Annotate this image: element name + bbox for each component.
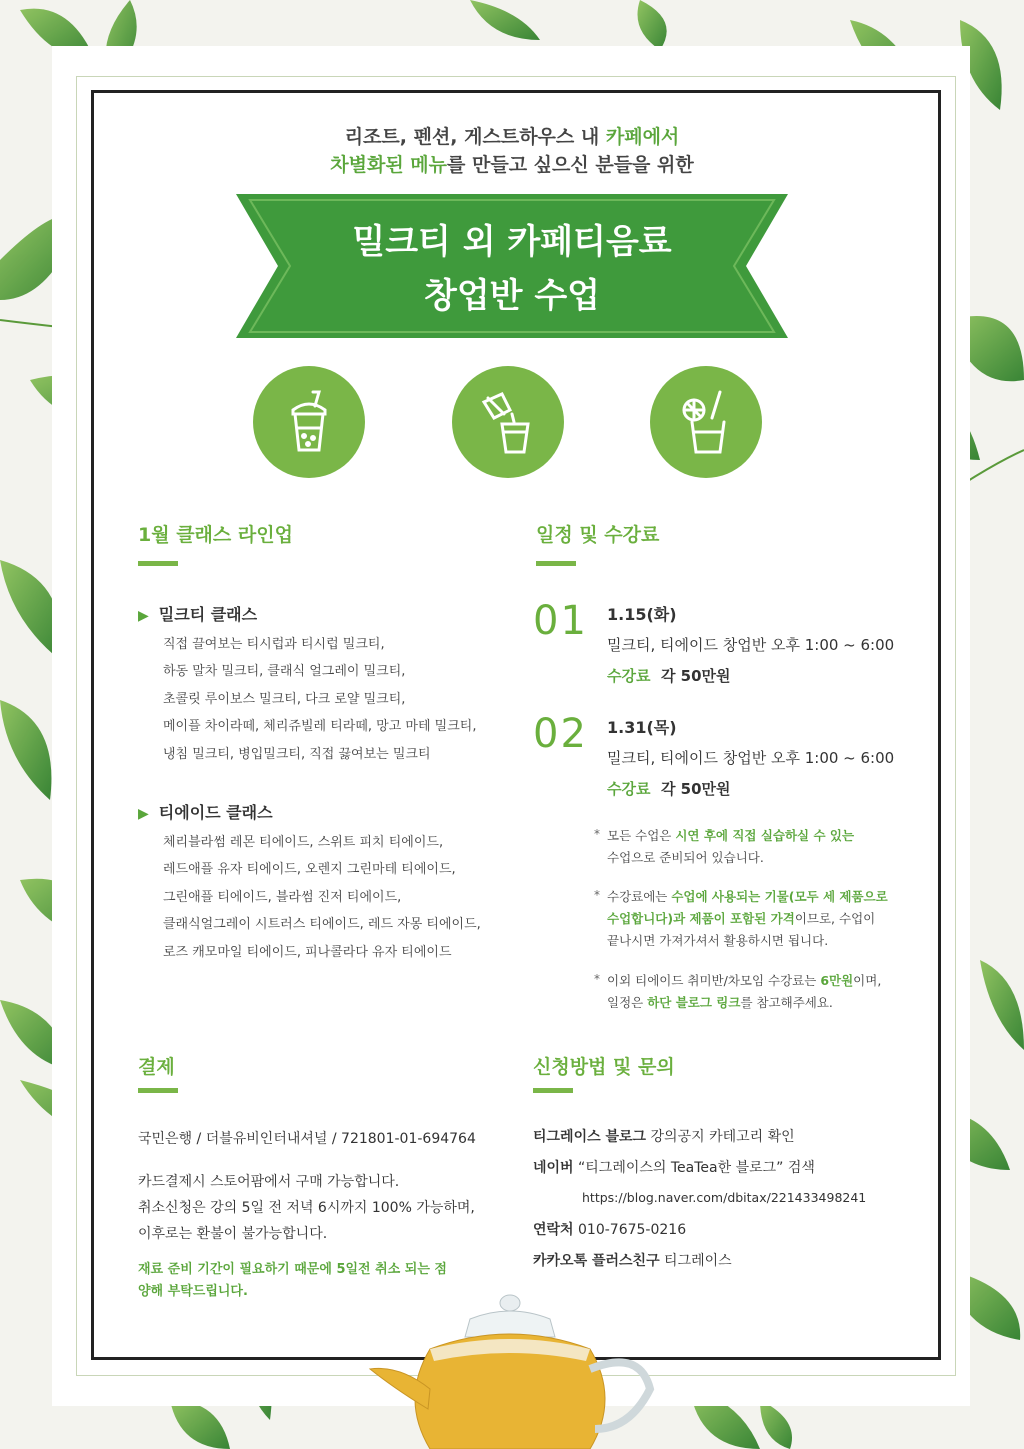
contact-blog: 티그레이스 블로그 강의공지 카테고리 확인 (533, 1129, 795, 1145)
lineup-title: 1월 클래스 라인업 (138, 524, 293, 546)
session-fee: 수강료 각 50만원 (607, 780, 731, 798)
cancel-notice: 양해 부탁드립니다. (138, 1284, 248, 1299)
note-1-line-1: 모든 수업은 시연 후에 직접 실습하실 수 있는 (607, 828, 855, 843)
contact-naver: 네이버 “티그레이스의 TeaTea한 블로그” 검색 (533, 1160, 815, 1176)
tea-ade-item: 그린애플 티에이드, 블라썸 진저 티에이드, (163, 890, 402, 905)
session-fee: 수강료 각 50만원 (607, 667, 731, 685)
banner-title-line-2: 창업반 수업 (423, 276, 601, 316)
payment-info-line: 이후로는 환불이 불가능합니다. (138, 1226, 328, 1242)
note-2-line-2: 수업합니다)과 제품이 포함된 가격이므로, 수업이 (607, 911, 876, 926)
payment-info-line: 취소신청은 강의 5일 전 저녁 6시까지 100% 가능하며, (138, 1200, 475, 1216)
schedule-title: 일정 및 수강료 (536, 524, 660, 546)
schedule-title-bar (536, 561, 576, 566)
milktea-item: 냉침 밀크티, 병입밀크티, 직접 끓여보는 밀크티 (163, 747, 431, 762)
note-3-line-1: 이외 티에이드 취미반/차모임 수강료는 6만원이며, (607, 973, 882, 988)
bank-account: 국민은행 / 더블유비인터내셔널 / 721801-01-694764 (138, 1131, 476, 1147)
milktea-item: 직접 끌여보는 티시럽과 티시럽 밀크티, (163, 637, 385, 652)
contact-kakao: 카카오톡 플러스친구 티그레이스 (533, 1253, 732, 1269)
session-date: 1.15(화) (607, 605, 677, 624)
triangle-bullet-icon: ▶ (138, 806, 149, 822)
contact-title: 신청방법 및 문의 (533, 1056, 675, 1078)
tea-ade-item: 체리블라썸 레몬 티에이드, 스위트 피치 티에이드, (163, 835, 444, 850)
bubble-tea-cup-icon (253, 366, 365, 478)
intro-line-2: 차별화된 메뉴를 만들고 싶으신 분들을 위한 (330, 154, 694, 176)
note-asterisk: * (594, 827, 600, 841)
cancel-notice: 재료 준비 기간이 필요하기 때문에 5일전 취소 되는 점 (138, 1262, 447, 1277)
contact-phone: 연락처 010-7675-0216 (533, 1222, 687, 1238)
note-asterisk: * (594, 888, 600, 902)
payment-title: 결제 (138, 1056, 175, 1078)
payment-info-line: 카드결제시 스토어팜에서 구매 가능합니다. (138, 1174, 400, 1190)
banner-title-line-1: 밀크티 외 카페티음료 (352, 222, 672, 262)
contact-title-bar (533, 1088, 573, 1093)
milktea-item: 메이플 차이라떼, 체리쥬빌레 티라떼, 망고 마테 밀크티, (163, 719, 477, 734)
note-1-line-2: 수업으로 준비되어 있습니다. (607, 850, 764, 865)
blog-url-link[interactable]: https://blog.naver.com/dbitax/221433498241 (582, 1190, 867, 1205)
milktea-item: 초콜릿 루이보스 밀크티, 다크 로얄 밀크티, (163, 692, 406, 707)
lemonade-glass-icon (650, 366, 762, 478)
tea-ade-class-title: ▶ 티에이드 클래스 (138, 803, 273, 822)
milktea-class-title: ▶ 밀크티 클래스 (138, 605, 258, 624)
tea-ade-item: 클래식얼그레이 시트러스 티에이드, 레드 자몽 티에이드, (163, 917, 481, 932)
note-3-line-2: 일정은 하단 블로그 링크를 참고해주세요. (607, 995, 833, 1010)
tea-ade-item: 레드애플 유자 티에이드, 오렌지 그린마테 티에이드, (163, 862, 456, 877)
pouring-tea-icon (452, 366, 564, 478)
session-number: 02 (533, 711, 588, 757)
teapot-illustration (350, 1289, 670, 1449)
triangle-bullet-icon: ▶ (138, 608, 149, 624)
lineup-title-bar (138, 561, 178, 566)
session-number: 01 (533, 598, 588, 644)
note-2-line-1: 수강료에는 수업에 사용되는 기물(모두 세 제품으로 (607, 889, 888, 904)
session-description: 밀크티, 티에이드 창업반 오후 1:00 ~ 6:00 (607, 749, 895, 767)
note-asterisk: * (594, 972, 600, 986)
note-2-line-3: 끝나시면 가져가셔서 활용하시면 됩니다. (607, 933, 829, 948)
session-description: 밀크티, 티에이드 창업반 오후 1:00 ~ 6:00 (607, 636, 895, 654)
tea-ade-item: 로즈 캐모마일 티에이드, 피나콜라다 유자 티에이드 (163, 945, 452, 960)
milktea-item: 하동 말차 밀크티, 클래식 얼그레이 밀크티, (163, 664, 406, 679)
intro-line-1: 리조트, 펜션, 게스트하우스 내 카페에서 (344, 126, 680, 148)
session-date: 1.31(목) (607, 718, 677, 737)
payment-title-bar (138, 1088, 178, 1093)
